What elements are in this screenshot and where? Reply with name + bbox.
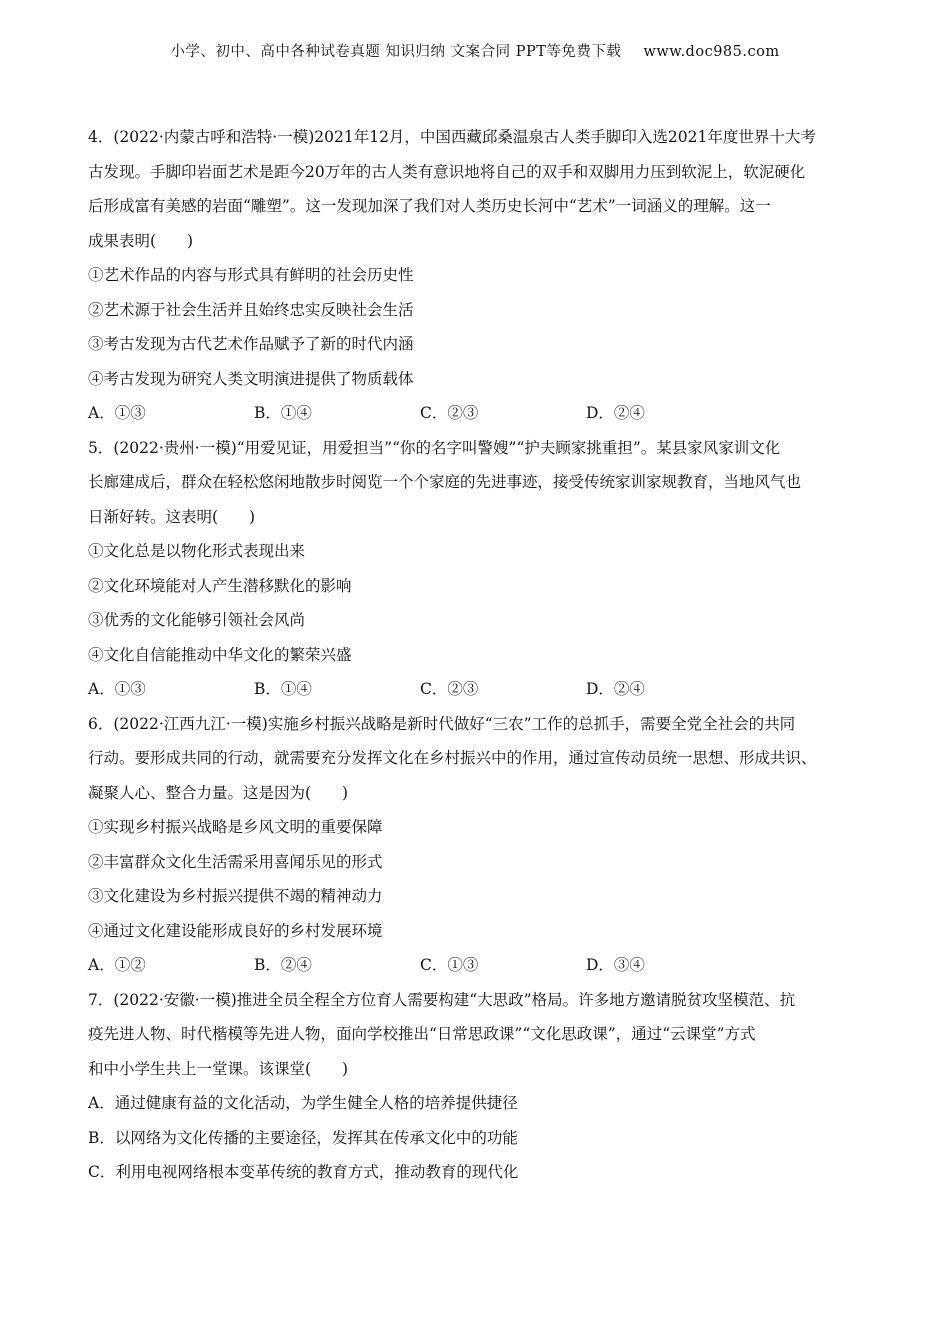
question-6-statement: ③文化建设为乡村振兴提供不竭的精神动力 [88, 887, 383, 905]
question-6-stem-line: 行动。要形成共同的行动，就需要充分发挥文化在乡村振兴中的作用，通过宣传动员统一思想、形成共识、 [88, 749, 817, 767]
option-d: D．②④ [586, 404, 645, 422]
question-4-statement: ④考古发现为研究人类文明演进提供了物质载体 [88, 369, 414, 388]
option-b: B．①④ [254, 680, 312, 698]
question-4-stem-line: 古发现。手脚印岩面艺术是距今20万年的古人类有意识地将自己的双手和双脚用力压到软泥上，软泥硬化 [88, 162, 806, 181]
option-a: A．①③ [88, 404, 146, 422]
header-text: 小学、初中、高中各种试卷真题 知识归纳 文案合同 PPT等免费下载 [170, 44, 622, 60]
question-6-statement: ①实现乡村振兴战略是乡风文明的重要保障 [88, 818, 383, 836]
question-5 [88, 431, 872, 707]
question-7-option: C．利用电视网络根本变革传统的教育方式，推动教育的现代化 [88, 1163, 519, 1181]
question-5-stem-line: 5．(2022·贵州·一模)“用爱见证，用爱担当”“你的名字叫警嫂”“护夫顾家挑重担”。某县家风家训文化 [88, 438, 781, 457]
question-7-stem-line: 疫先进人物、时代楷模等先进人物，面向学校推出“日常思政课”“文化思政课”，通过“云课堂”方式 [88, 1025, 756, 1043]
question-4-statement: ③考古发现为古代艺术作品赋予了新的时代内涵 [88, 335, 414, 353]
question-4-stem-line: 成果表明( ) [88, 231, 194, 250]
question-5-statement: ③优秀的文化能够引领社会风尚 [88, 611, 306, 629]
question-7-stem-line: 7．(2022·安徽·一模)推进全员全程全方位育人需要构建“大思政”格局。许多地方邀请脱贫攻坚模范、抗 [88, 990, 796, 1009]
question-6-statement: ②丰富群众文化生活需采用喜闻乐见的形式 [88, 852, 383, 871]
question-6 [88, 707, 872, 983]
question-7-stem-line: 和中小学生共上一堂课。该课堂( ) [88, 1059, 349, 1078]
question-7-option: A．通过健康有益的文化活动，为学生健全人格的培养提供捷径 [88, 1094, 518, 1112]
question-4-stem-line: 后形成富有美感的岩面“雕塑”。这一发现加深了我们对人类历史长河中“艺术”一词涵义的理解。这一 [88, 197, 771, 215]
option-b: B．①④ [254, 404, 312, 422]
question-5-statement: ①文化总是以物化形式表现出来 [88, 542, 306, 560]
question-7 [88, 983, 872, 1190]
question-4-stem-line: 4．(2022·内蒙古呼和浩特·一模)2021年12月，中国西藏邱桑温泉古人类手脚印入选2021年度世界十大考 [88, 128, 816, 146]
question-5-statement: ④文化自信能推动中华文化的繁荣兴盛 [88, 645, 352, 664]
question-4 [88, 120, 872, 431]
question-5-stem-line: 长廊建成后，群众在轻松悠闲地散步时阅览一个个家庭的先进事迹，接受传统家训家规教育，当地风气也 [88, 473, 802, 491]
option-d: D．③④ [586, 956, 645, 974]
question-7-option: B．以网络为文化传播的主要途径，发挥其在传承文化中的功能 [88, 1128, 518, 1147]
page-header [0, 40, 950, 61]
question-4-options [88, 396, 872, 431]
question-5-stem-line: 日渐好转。这表明( ) [88, 507, 256, 526]
question-5-options [88, 672, 872, 707]
question-4-statement: ②艺术源于社会生活并且始终忠实反映社会生活 [88, 300, 414, 319]
document-body [88, 120, 872, 1190]
option-d: D．②④ [586, 680, 645, 698]
question-6-stem-line: 6．(2022·江西九江·一模)实施乡村振兴战略是新时代做好“三农”工作的总抓手，需要全党全社会的共同 [88, 714, 796, 733]
question-4-statement: ①艺术作品的内容与形式具有鲜明的社会历史性 [88, 266, 414, 284]
option-a: A．①② [88, 956, 146, 974]
question-6-stem-line: 凝聚人心、整合力量。这是因为( ) [88, 783, 349, 802]
option-c: C．②③ [420, 404, 479, 422]
question-5-statement: ②文化环境能对人产生潜移默化的影响 [88, 576, 352, 595]
header-site-link[interactable]: www.doc985.com [643, 44, 780, 60]
option-a: A．①③ [88, 680, 146, 698]
question-6-options [88, 948, 872, 983]
option-c: C．②③ [420, 680, 479, 698]
option-b: B．②④ [254, 956, 312, 974]
option-c: C．①③ [420, 956, 479, 974]
question-6-statement: ④通过文化建设能形成良好的乡村发展环境 [88, 921, 383, 940]
